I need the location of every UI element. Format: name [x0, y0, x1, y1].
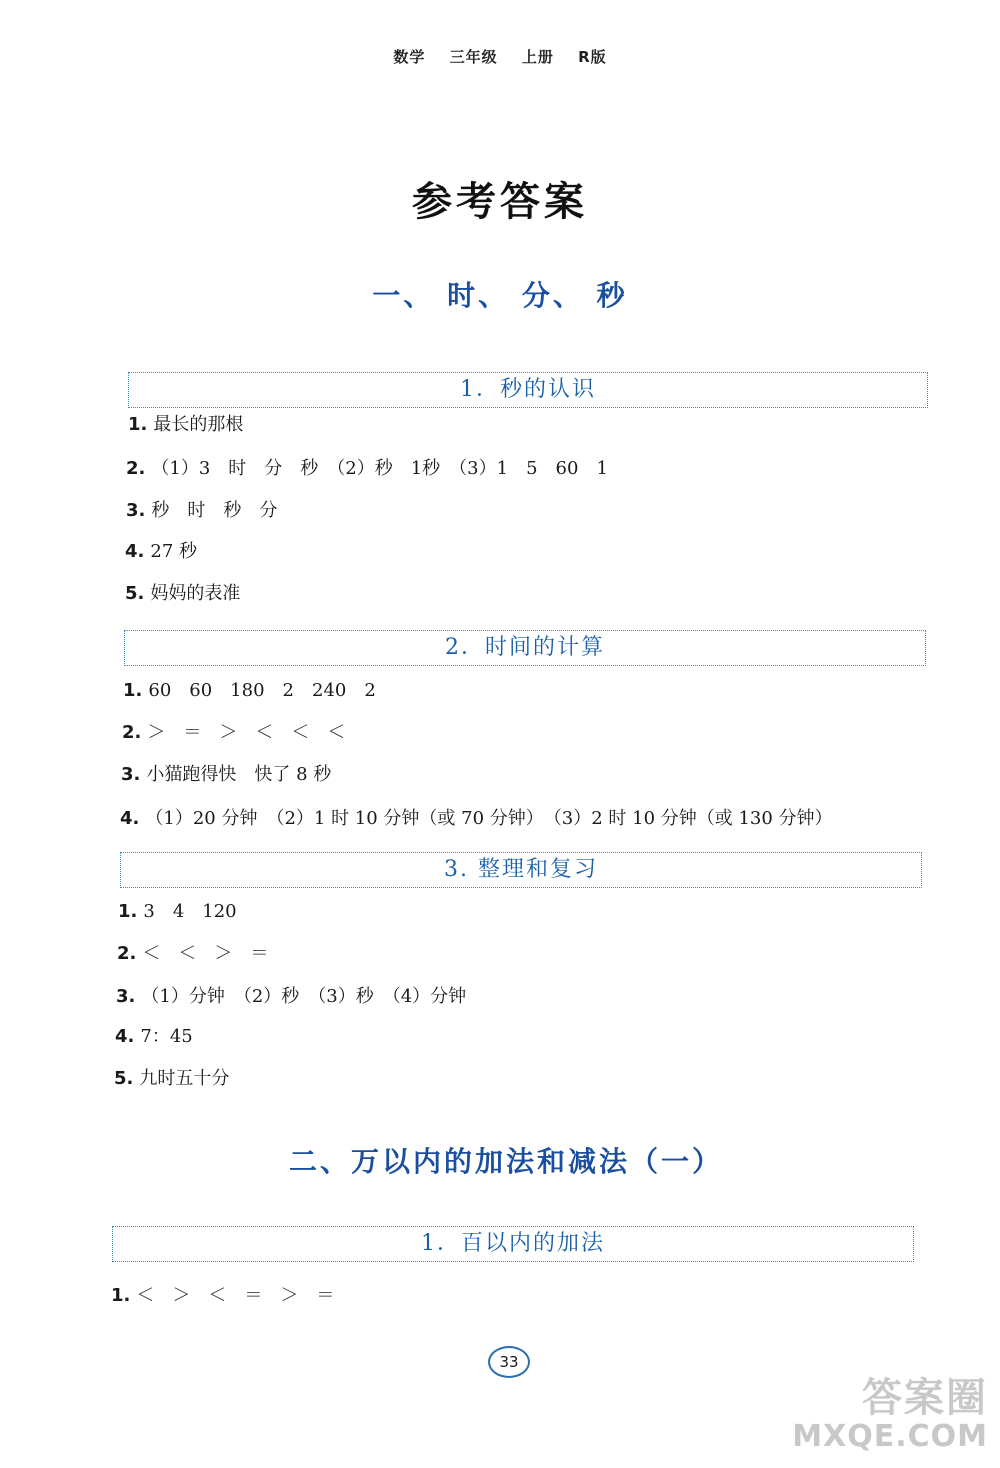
- answer-text: 最长的那根: [153, 414, 244, 435]
- section-title-1-2: 2．时间的计算: [445, 635, 605, 660]
- answer-number: 1.: [111, 1285, 131, 1306]
- answer-number: 1.: [128, 414, 148, 435]
- answer-text: 小猫跑得快 快了 8 秒: [146, 764, 332, 785]
- watermark-url: MXQE.COM: [792, 1419, 988, 1454]
- answer-text: 妈妈的表准: [150, 583, 241, 604]
- answer-number: 4.: [115, 1026, 135, 1047]
- answer-text: 27 秒: [150, 541, 198, 562]
- answer-1-1-2: [126, 454, 608, 480]
- answer-1-1-3: [126, 496, 277, 522]
- answer-text: （1）3 时 分 秒 （2）秒 1秒 （3）1 5 60 1: [151, 458, 608, 479]
- page-title: 参考答案: [412, 179, 588, 225]
- answer-text: ＜ ＞ ＜ ＝ ＞ ＝: [136, 1285, 335, 1306]
- answer-1-3-2: [117, 939, 268, 965]
- header-subject: 数学: [393, 48, 426, 66]
- answer-2-1-1: [111, 1281, 334, 1307]
- answer-text: 60 60 180 2 240 2: [148, 680, 376, 701]
- page-number: 33: [488, 1346, 530, 1378]
- chapter-1-title: 一、 时、 分、 秒: [372, 279, 628, 312]
- answer-number: 1.: [123, 680, 143, 701]
- answer-text: 九时五十分: [139, 1068, 230, 1089]
- answer-number: 2.: [122, 722, 142, 743]
- answer-text: 秒 时 秒 分: [151, 500, 278, 521]
- header-edition: R版: [578, 48, 607, 66]
- answer-1-2-2: [122, 718, 345, 744]
- answer-text: ＞ ＝ ＞ ＜ ＜ ＜: [147, 722, 346, 743]
- section-title-2-1: 1．百以内的加法: [421, 1231, 605, 1256]
- answer-1-2-3: [121, 760, 331, 786]
- answer-1-1-1: [128, 410, 243, 436]
- answer-1-2-1: [123, 676, 376, 702]
- answer-number: 3.: [121, 764, 141, 785]
- section-box-1-2: [124, 630, 926, 666]
- answer-number: 5.: [114, 1068, 134, 1089]
- answer-number: 3.: [116, 986, 136, 1007]
- answer-text: 7：45: [140, 1026, 193, 1047]
- header-volume: 上册: [521, 48, 554, 66]
- answer-number: 2.: [117, 943, 137, 964]
- watermark-logo-text: 答案圈: [862, 1375, 988, 1421]
- answer-text: （1）分钟 （2）秒 （3）秒 （4）分钟: [141, 986, 467, 1007]
- header-grade: 三年级: [449, 48, 498, 66]
- answer-1-1-5: [125, 579, 240, 605]
- answer-number: 4.: [125, 541, 145, 562]
- section-box-1-1: [128, 372, 928, 408]
- chapter-2-title: 二、万以内的加法和减法（一）: [288, 1145, 723, 1178]
- answer-1-3-1: [118, 897, 237, 923]
- answer-1-3-3: [116, 982, 466, 1008]
- page-header: [0, 46, 1000, 67]
- section-box-1-3: [120, 852, 922, 888]
- answer-number: 3.: [126, 500, 146, 521]
- section-title-1-1: 1．秒的认识: [460, 377, 596, 402]
- answer-text: 3 4 120: [143, 901, 237, 922]
- answer-number: 1.: [118, 901, 138, 922]
- answer-number: 5.: [125, 583, 145, 604]
- answer-1-1-4: [125, 537, 197, 563]
- answer-number: 2.: [126, 458, 146, 479]
- answer-1-3-5: [114, 1064, 229, 1090]
- answer-number: 4.: [120, 808, 140, 829]
- answer-1-3-4: [115, 1022, 193, 1048]
- section-box-2-1: [112, 1226, 914, 1262]
- answer-text: ＜ ＜ ＞ ＝: [142, 943, 269, 964]
- watermark: [760, 1376, 988, 1454]
- section-title-1-3: 3. 整理和复习: [444, 857, 598, 882]
- answer-text: （1）20 分钟 （2）1 时 10 分钟（或 70 分钟） （3）2 时 10 分钟（或 130 分钟）: [145, 808, 833, 829]
- answer-1-2-4: [120, 804, 833, 830]
